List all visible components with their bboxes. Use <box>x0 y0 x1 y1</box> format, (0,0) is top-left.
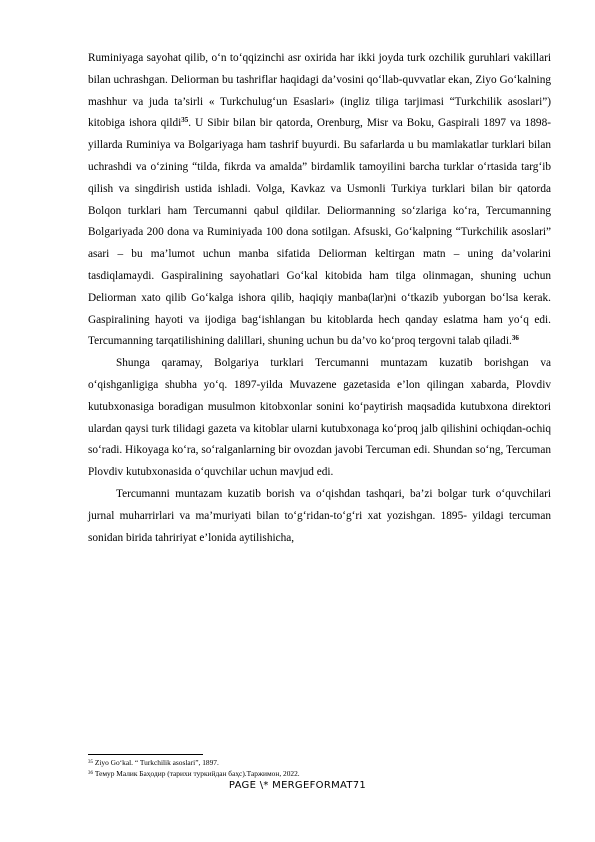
footnote-separator <box>88 754 203 755</box>
footnote-ref-35[interactable]: 35 <box>181 116 189 125</box>
footnote-35 <box>88 757 551 768</box>
footnote-number: 36 <box>88 771 93 776</box>
footnote-ref-36[interactable]: 36 <box>511 334 519 343</box>
paragraph-3: Tercumanni muntazam kuzatib borish va o‘qishdan tashqari, ba’zi bolgar turk o‘quvchilari jurnal muharrirlari va ma’muriyati bilan to‘g‘ridan-to‘g‘ri xat yozishgan. 1895- yildagi tercuman sonidan birida tahririyat e’lonida aytilishicha, <box>88 487 551 544</box>
footnotes <box>88 757 551 779</box>
footnote-36 <box>88 768 551 779</box>
paragraph-1 <box>88 48 551 353</box>
paragraph-1-text: Ruminiyaga sayohat qilib, o‘n to‘qqizinchi asr oxirida har ikki joyda turk ozchilik guruhlari vakillari bilan uchrashgan. Deliorman bu tashriflar haqidagi da’vosini qo‘llab-quvvatlar ekan, Ziyo Go‘kalning mashhur va juda ta’sirli « Turkchulug‘un Esaslari» (ingliz tiliga tarjimasi “Turkchilik asoslari”) kitobiga ishora qildi <box>88 52 551 130</box>
footnote-text: Ziyo Go‘kal. “ Turkchilik asoslari”, 1897. <box>93 758 219 767</box>
footnote-text: Темур Малик Баҳодир (тарихи туркийдан баҳс).Таржимон, 2022. <box>93 769 300 778</box>
document-body <box>88 48 551 549</box>
paragraph-2: Shunga qaramay, Bolgariya turklari Tercumanni muntazam kuzatib borishgan va o‘qishganligiga shubha yo‘q. 1897-yilda Muvazene gazetasida e’lon qilingan xabarda, Plovdiv kutubxonasiga boradigan musulmon kitobxonlar sonini ko‘paytirish maqsadida kutubxona direktori ulardan qaysi turk tilidagi gazeta va kitoblar ularni kutubxonaga ko‘proq jalb qilishini ochiqdan-ochiq so‘radi. Hikoyaga ko‘ra, so‘ralganlarning bir ovozdan javobi Tercuman edi. Shundan so‘ng, Tercuman Plovdiv kutubxonasida o‘quvchilar uchun mavjud edi. <box>88 357 551 479</box>
footnote-number: 35 <box>88 760 93 765</box>
page-footer: PAGE \* MERGEFORMAT71 <box>228 780 367 791</box>
paragraph-1-continued: . U Sibir bilan bir qatorda, Orenburg, Misr va Boku, Gaspirali 1897 va 1898-yillarda Ruminiya va Bolgariyaga ham tashrif buyurdi. Bu safarlarda u bu mamlakatlar turklari bilan uchrashdi va o‘zining “tilda, fikrda va amalda” birdamlik tamoyilini barcha turklar o‘rtasida targ‘ib qilish va singdirish ustida ishladi. Volga, Kavkaz va Usmonli Turkiya turklari bilan bir qatorda Bolqon turklari ham Tercumanni qabul qildilar. Deliormanning so‘zlariga ko‘ra, Tercumanning Bolgariyada 200 dona va Ruminiyada 100 dona sotilgan. Afsuski, Go‘kalpning “Turkchilik asoslari” asari – bu ma’lumot uchun manba sifatida Deliorman keltirgan matn – uning da’volarini tasdiqlamaydi. Gaspiralining sayohatlari Go‘kal kitobida ham tilga olinmagan, shuning uchun Deliorman xato qilib Go‘kalga ishora qilib, haqiqiy manba(lar)ni o‘tkazib yuborgan bo‘lsa kerak. Gaspiralining hayoti va ijodiga bag‘ishlangan bu kitoblarda hech qanday eslatma ham yo‘q edi. Tercumanning tarqatilishining dalillari, shuning uchun bu da’vo ko‘proq tergovni talab qiladi. <box>88 117 551 348</box>
